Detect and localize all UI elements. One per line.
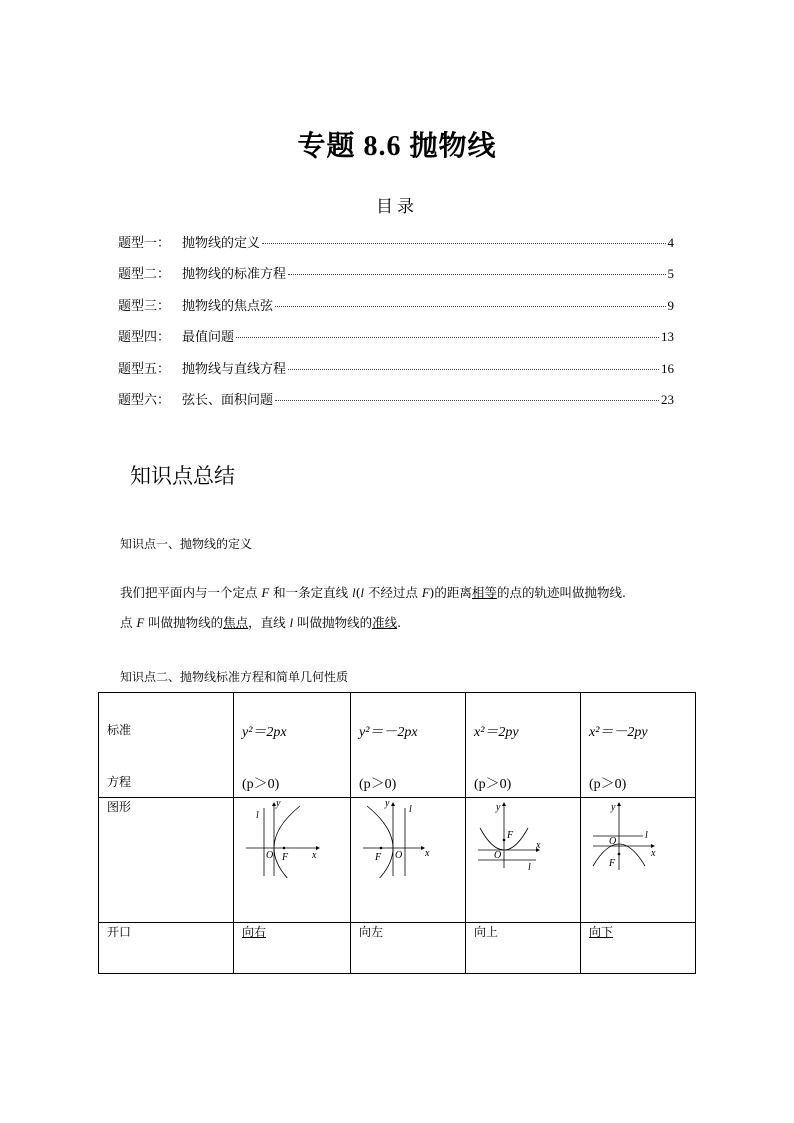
focus-label: F [507, 830, 514, 841]
text: 叫做抛物线的 [144, 615, 224, 630]
opening-cell [581, 923, 696, 974]
toc-leader-dots [275, 306, 665, 307]
fill-blank-directrix: 准线 [372, 615, 398, 630]
equation-cell [581, 693, 696, 798]
equation: x²＝－2py [589, 725, 648, 740]
toc-item-page: 5 [667, 266, 674, 282]
row-label-opening: 开口 [99, 923, 234, 974]
text: ( [355, 585, 361, 600]
toc-leader-dots [262, 243, 665, 244]
directrix-label: l [645, 830, 648, 841]
fill-blank-focus: 焦点 [223, 615, 249, 630]
math-var: F [421, 586, 430, 600]
toc-leader-dots [288, 369, 659, 370]
condition: (p＞0) [242, 777, 280, 792]
parabola-up-graph [474, 798, 554, 878]
graph-cell [351, 798, 466, 923]
toc-item-type: 题型一： [118, 236, 171, 251]
condition: (p＞0) [474, 777, 512, 792]
condition: (p＞0) [589, 777, 627, 792]
axis-x-label: x [536, 840, 541, 851]
page-title: 专题 8.6 抛物线 [297, 131, 497, 162]
focus-label: F [282, 852, 289, 863]
toc-item[interactable] [118, 295, 674, 326]
equation-cell [351, 693, 466, 798]
toc-item-page: 9 [667, 297, 674, 313]
kp1-line-1 [120, 578, 690, 608]
condition: (p＞0) [359, 777, 397, 792]
opening-cell [234, 923, 351, 974]
graph-cell [581, 798, 696, 923]
axis-x-label: x [425, 848, 430, 859]
parabola-down-graph [589, 798, 669, 878]
focus-label: F [609, 858, 616, 869]
origin-label: O [395, 850, 403, 861]
toc-item[interactable] [118, 358, 674, 389]
parabola-right-graph [242, 798, 322, 878]
toc-item-page: 4 [667, 235, 674, 250]
toc-item-name: 抛物线的标准方程 [182, 267, 287, 283]
toc-item-name: 抛物线与直线方程 [182, 361, 287, 377]
axis-y-label: y [611, 802, 616, 813]
directrix-label: l [409, 804, 412, 815]
table-row-graph [99, 798, 696, 923]
toc-leader-dots [275, 400, 659, 401]
toc-item[interactable] [118, 389, 674, 420]
opening-cell [351, 923, 466, 974]
axis-x-label: x [651, 848, 656, 859]
kp1-line-2 [120, 608, 690, 638]
toc-item-page: 16 [661, 360, 674, 376]
axis-y-label: y [385, 798, 390, 809]
text: 叫做抛物线的 [293, 615, 373, 630]
text: 点 [120, 615, 137, 630]
row-label-graph: 图形 [99, 798, 234, 923]
opening-value: 向右 [242, 925, 267, 939]
text: 不经过点 [363, 585, 422, 600]
axis-x-label: x [312, 850, 317, 861]
kp1-heading: 知识点一、抛物线的定义 [120, 537, 253, 551]
toc-item[interactable] [118, 232, 674, 263]
fill-blank-equal: 相等 [471, 585, 497, 600]
math-var: l [289, 616, 294, 630]
math-var: F [261, 586, 270, 600]
opening-value: 向上 [474, 925, 499, 939]
label-equation: 方程 [107, 775, 132, 789]
toc-item-type: 题型五： [118, 361, 171, 377]
math-var: F [136, 616, 145, 630]
toc-item-type: 题型二： [118, 267, 171, 283]
toc-item-type: 题型三： [118, 298, 171, 314]
text: ，直线 [248, 615, 290, 630]
text: 和一条定直线 [269, 585, 353, 600]
toc-item[interactable] [118, 326, 674, 357]
kp1-paragraph [120, 578, 690, 638]
toc-item-name: 抛物线的定义 [182, 236, 261, 251]
opening-value: 向下 [589, 925, 614, 939]
text: )的距离 [429, 585, 472, 600]
directrix-label: l [256, 810, 259, 821]
text: 我们把平面内与一个定点 [120, 585, 262, 600]
axis-y-label: y [276, 798, 281, 809]
toc-leader-dots [288, 274, 665, 275]
toc-leader-dots [236, 337, 659, 338]
row-label-equation [99, 693, 234, 798]
equation: y²＝－2px [359, 725, 418, 740]
equation-cell [466, 693, 581, 798]
text: 的点的轨迹叫做抛物线. [496, 585, 626, 600]
math-var: l [352, 586, 356, 600]
parabola-properties-table [98, 692, 696, 974]
table-of-contents [118, 232, 674, 420]
opening-value: 向左 [359, 925, 384, 939]
origin-label: O [609, 836, 617, 847]
toc-item-name: 最值问题 [182, 330, 235, 346]
equation-cell [234, 693, 351, 798]
axis-y-label: y [496, 802, 501, 813]
toc-item-page: 13 [661, 329, 674, 345]
toc-heading: 目录 [376, 197, 418, 216]
toc-item-type: 题型四： [118, 330, 171, 346]
toc-item-name: 弦长、面积问题 [182, 392, 274, 408]
section-title: 知识点总结 [130, 464, 235, 488]
toc-item[interactable] [118, 263, 674, 294]
directrix-label: l [528, 862, 531, 873]
table-row-equation [99, 693, 696, 798]
toc-item-page: 23 [661, 391, 674, 407]
opening-cell [466, 923, 581, 974]
equation: y²＝2px [242, 725, 287, 740]
origin-label: O [494, 850, 502, 861]
math-var: l [360, 586, 364, 600]
text: . [397, 615, 402, 630]
focus-label: F [375, 852, 382, 863]
origin-label: O [266, 850, 274, 861]
equation: x²＝2py [474, 725, 519, 740]
label-standard: 标准 [107, 723, 132, 737]
graph-cell [466, 798, 581, 923]
graph-cell [234, 798, 351, 923]
table-row-opening [99, 923, 696, 974]
toc-item-type: 题型六： [118, 392, 171, 408]
parabola-left-graph [359, 798, 439, 878]
kp2-heading: 知识点二、抛物线标准方程和简单几何性质 [120, 670, 349, 684]
toc-item-name: 抛物线的焦点弦 [182, 298, 274, 314]
